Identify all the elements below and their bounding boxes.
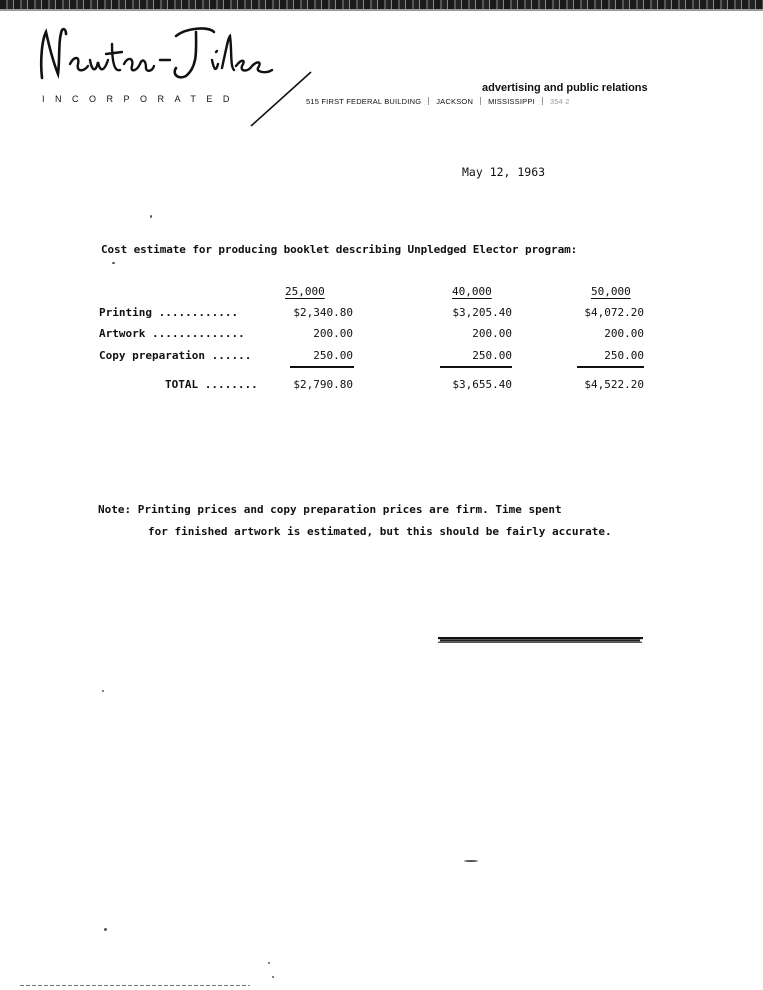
cell-artwork-50000: 200.00 — [604, 327, 644, 340]
cell-artwork-25000: 200.00 — [313, 327, 353, 340]
column-heading-25000: 25,000 — [285, 285, 325, 298]
cell-printing-50000: $4,072.20 — [584, 306, 644, 319]
row-label-artwork: Artwork .............. — [99, 327, 245, 340]
scan-speck — [272, 976, 274, 978]
address-city: JACKSON — [436, 97, 474, 106]
letter-date: May 12, 1963 — [462, 165, 546, 179]
cell-total-40000: $3,655.40 — [452, 378, 512, 391]
incorporated-wordmark: INCORPORATED — [42, 94, 240, 104]
scan-speck — [104, 928, 107, 931]
scan-speck — [150, 215, 152, 218]
sum-rule-50000 — [577, 366, 644, 368]
cell-copy-preparation-25000: 250.00 — [313, 349, 353, 362]
cell-copy-preparation-40000: 250.00 — [472, 349, 512, 362]
note-line-1: Note: Printing prices and copy preparation prices are firm. Time spent — [98, 503, 562, 516]
cell-printing-25000: $2,340.80 — [293, 306, 353, 319]
company-signature-logo — [36, 20, 276, 80]
cell-printing-40000: $3,205.40 — [452, 306, 512, 319]
scan-speck — [102, 690, 104, 692]
note-line-2: for finished artwork is estimated, but this should be fairly accurate. — [148, 525, 612, 538]
sum-rule-40000 — [440, 366, 512, 368]
column-heading-40000: 40,000 — [452, 285, 492, 298]
scan-speck — [112, 262, 115, 264]
row-label-copy-preparation: Copy preparation ...... — [99, 349, 252, 362]
row-label-total: TOTAL ........ — [165, 378, 258, 391]
scan-speck — [464, 860, 478, 862]
struck-signature-line — [438, 636, 643, 644]
cell-total-25000: $2,790.80 — [293, 378, 353, 391]
sum-rule-25000 — [290, 366, 354, 368]
letterhead-divider-slash — [245, 70, 315, 130]
scan-top-border — [0, 0, 763, 9]
scan-speck — [268, 962, 270, 964]
row-label-printing: Printing ............ — [99, 306, 239, 319]
column-heading-50000: 50,000 — [591, 285, 631, 298]
address-state: MISSISSIPPI — [488, 97, 535, 106]
cell-total-50000: $4,522.20 — [584, 378, 644, 391]
scan-bottom-edge — [20, 985, 250, 986]
scan-top-border-shadow — [0, 9, 763, 11]
cell-artwork-40000: 200.00 — [472, 327, 512, 340]
estimate-intro: Cost estimate for producing booklet describing Unpledged Elector program: — [101, 243, 578, 256]
address-phone: 354 2 — [549, 97, 570, 106]
cell-copy-preparation-50000: 250.00 — [604, 349, 644, 362]
company-tagline: advertising and public relations — [482, 82, 648, 94]
address-street: 515 FIRST FEDERAL BUILDING — [306, 97, 422, 106]
company-address — [306, 97, 570, 106]
